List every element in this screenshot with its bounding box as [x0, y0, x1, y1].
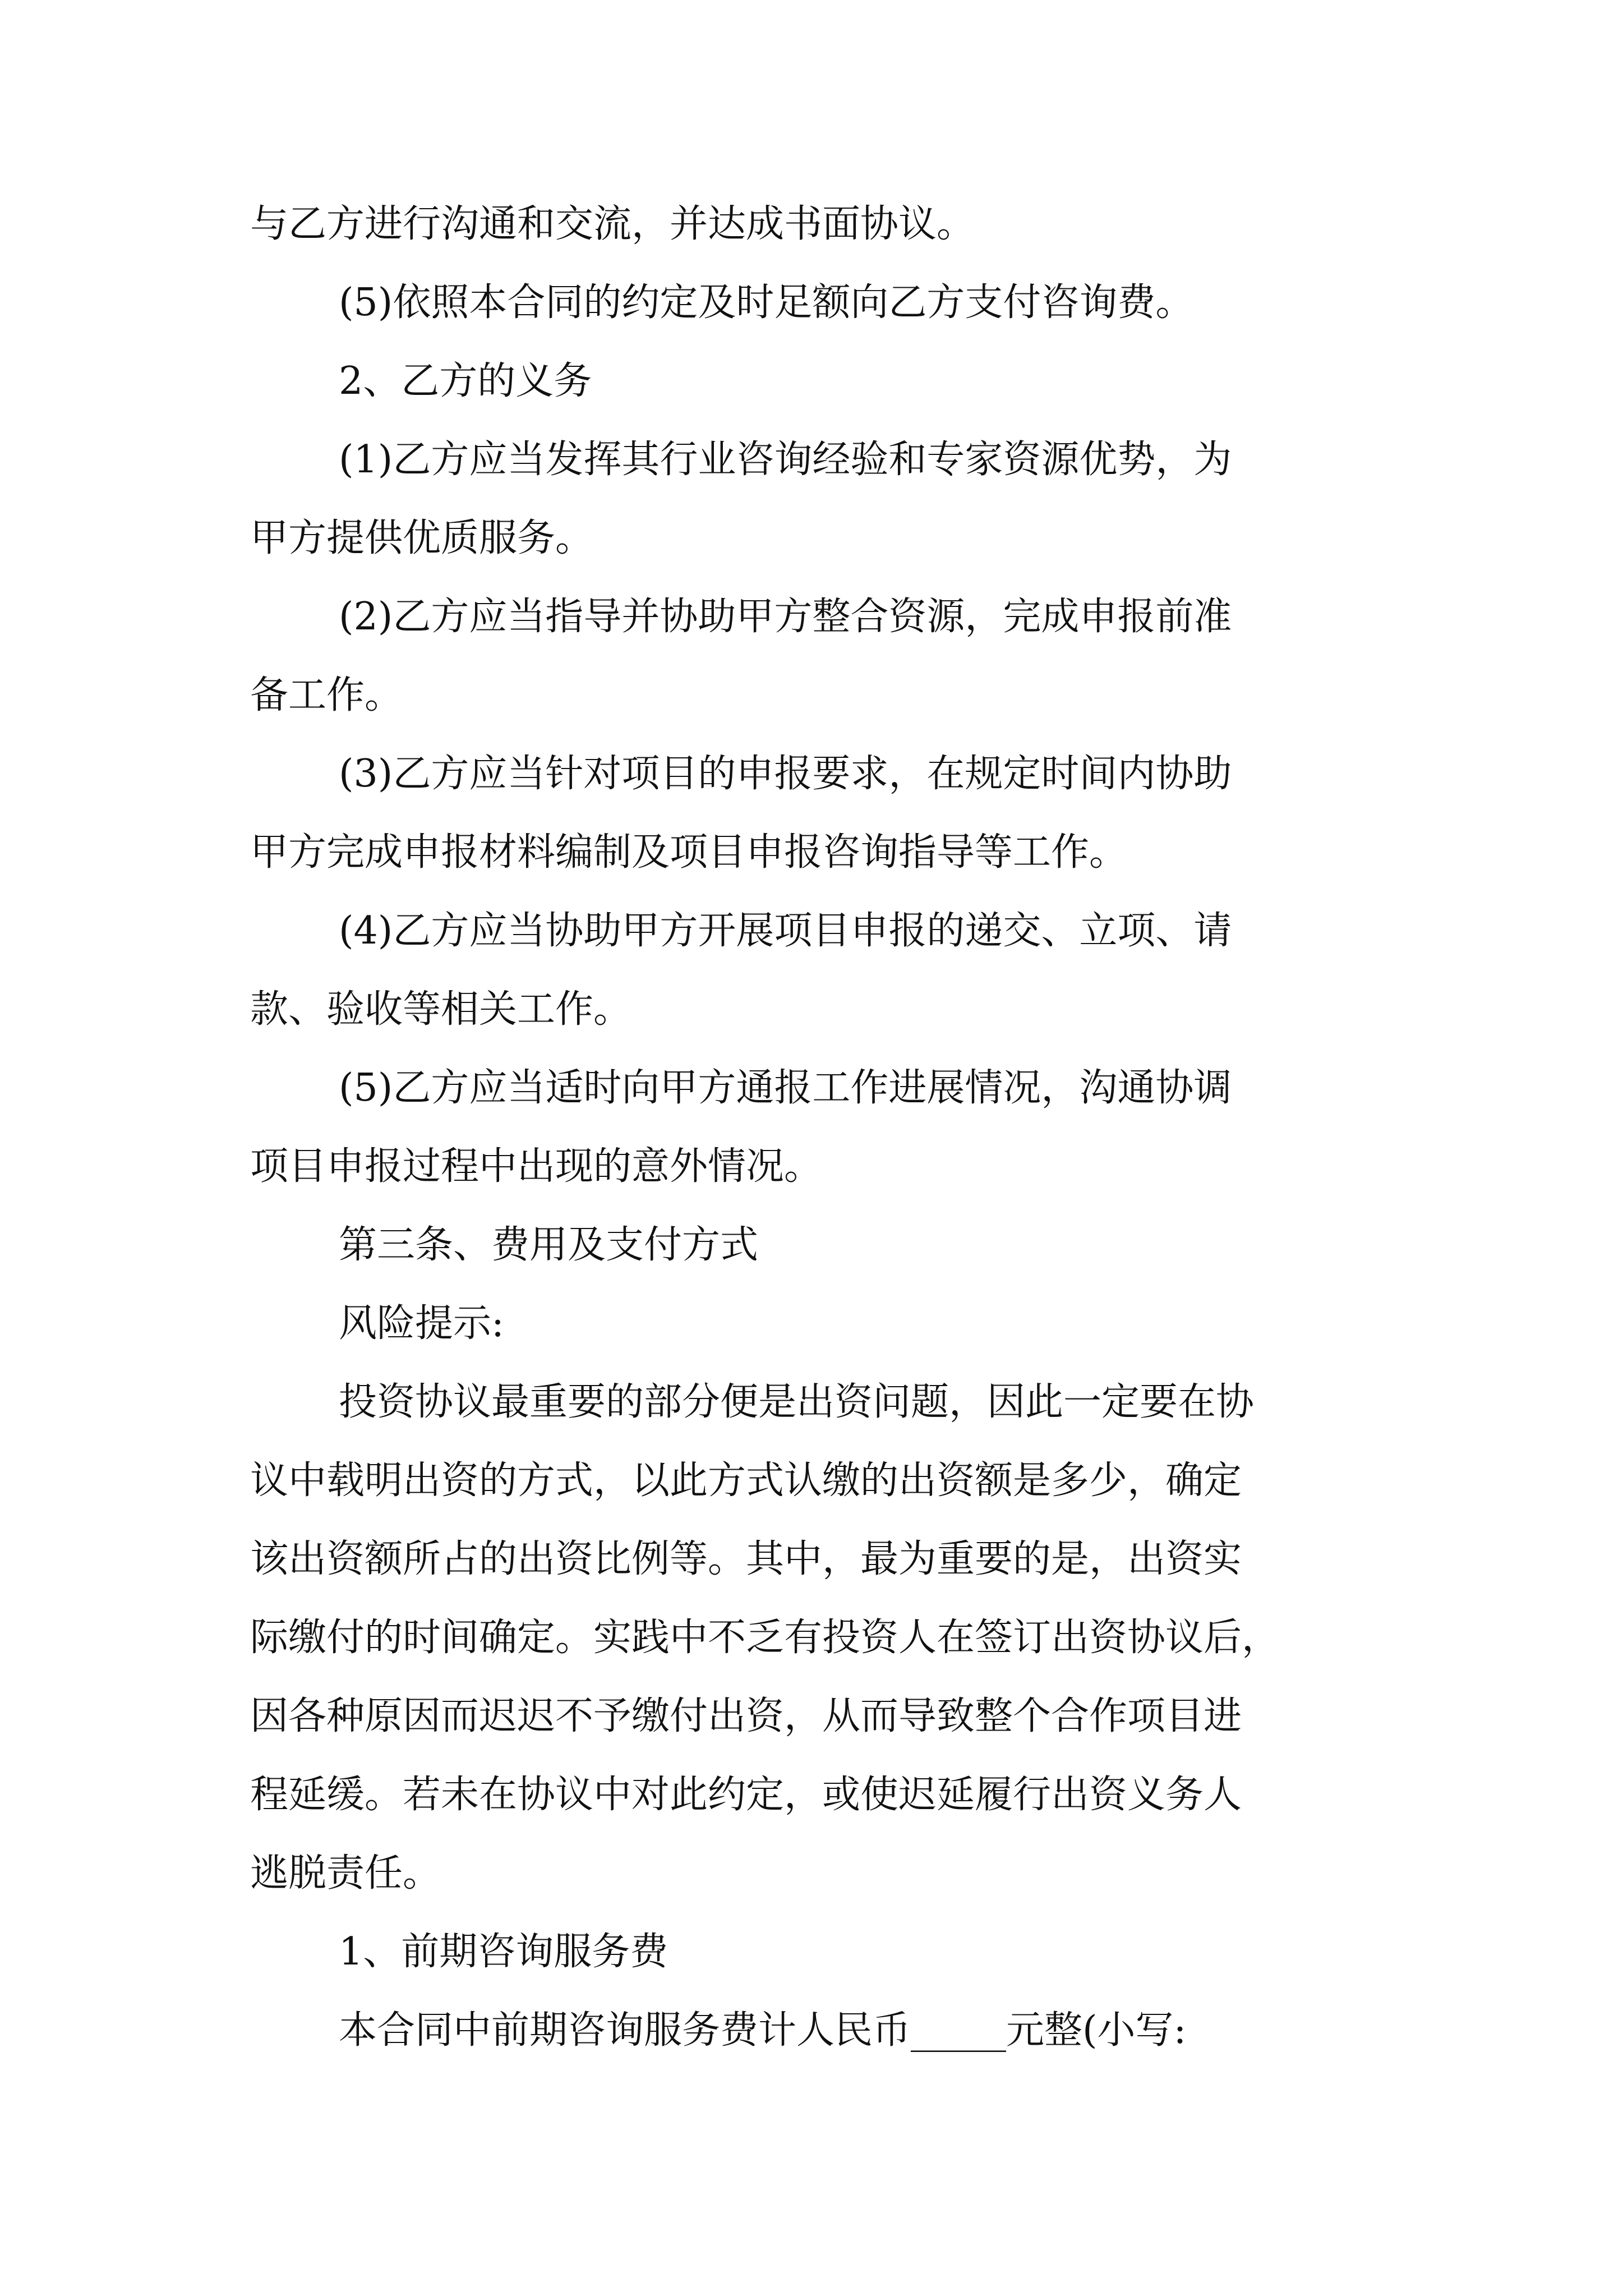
text-line: (5)乙方应当适时向甲方通报工作进展情况，沟通协调 — [339, 1066, 1232, 1110]
text-line: 款、验收等相关工作。 — [250, 987, 632, 1032]
text-line: 项目申报过程中出现的意外情况。 — [250, 1144, 823, 1189]
text-line: 际缴付的时间确定。实践中不乏有投资人在签订出资协议后， — [250, 1616, 1280, 1660]
text-line: (3)乙方应当针对项目的申报要求，在规定时间内协助 — [339, 752, 1232, 796]
section-heading: 1、前期咨询服务费 — [339, 1930, 668, 1974]
text-line: 甲方提供优质服务。 — [250, 516, 594, 560]
text-line: 该出资额所占的出资比例等。其中，最为重要的是，出资实 — [250, 1537, 1242, 1581]
text-line: 逃脱责任。 — [250, 1851, 441, 1895]
text-line: (1)乙方应当发挥其行业咨询经验和专家资源优势，为 — [339, 438, 1232, 482]
text-line: 议中载明出资的方式，以此方式认缴的出资额是多少，确定 — [250, 1458, 1242, 1503]
text-line: 与乙方进行沟通和交流，并达成书面协议。 — [250, 202, 975, 246]
section-heading: 2、乙方的义务 — [339, 359, 592, 403]
text-line: 投资协议最重要的部分便是出资问题，因此一定要在协 — [339, 1380, 1255, 1424]
text-line: (5)依照本合同的约定及时足额向乙方支付咨询费。 — [339, 280, 1194, 325]
text-line: 备工作。 — [250, 673, 403, 717]
risk-tip-label: 风险提示: — [339, 1301, 504, 1346]
text-line: 因各种原因而迟迟不予缴付出资，从而导致整个合作项目进 — [250, 1694, 1242, 1738]
text-line: 程延缓。若未在协议中对此约定，或使迟延履行出资义务人 — [250, 1773, 1242, 1817]
text-line: 本合同中前期咨询服务费计人民币_____元整(小写: — [339, 2008, 1187, 2053]
section-heading: 第三条、费用及支付方式 — [339, 1223, 759, 1267]
text-line: (2)乙方应当指导并协助甲方整合资源，完成申报前准 — [339, 595, 1232, 639]
text-line: (4)乙方应当协助甲方开展项目申报的递交、立项、请 — [339, 909, 1232, 953]
text-line: 甲方完成申报材料编制及项目申报咨询指导等工作。 — [250, 830, 1128, 875]
